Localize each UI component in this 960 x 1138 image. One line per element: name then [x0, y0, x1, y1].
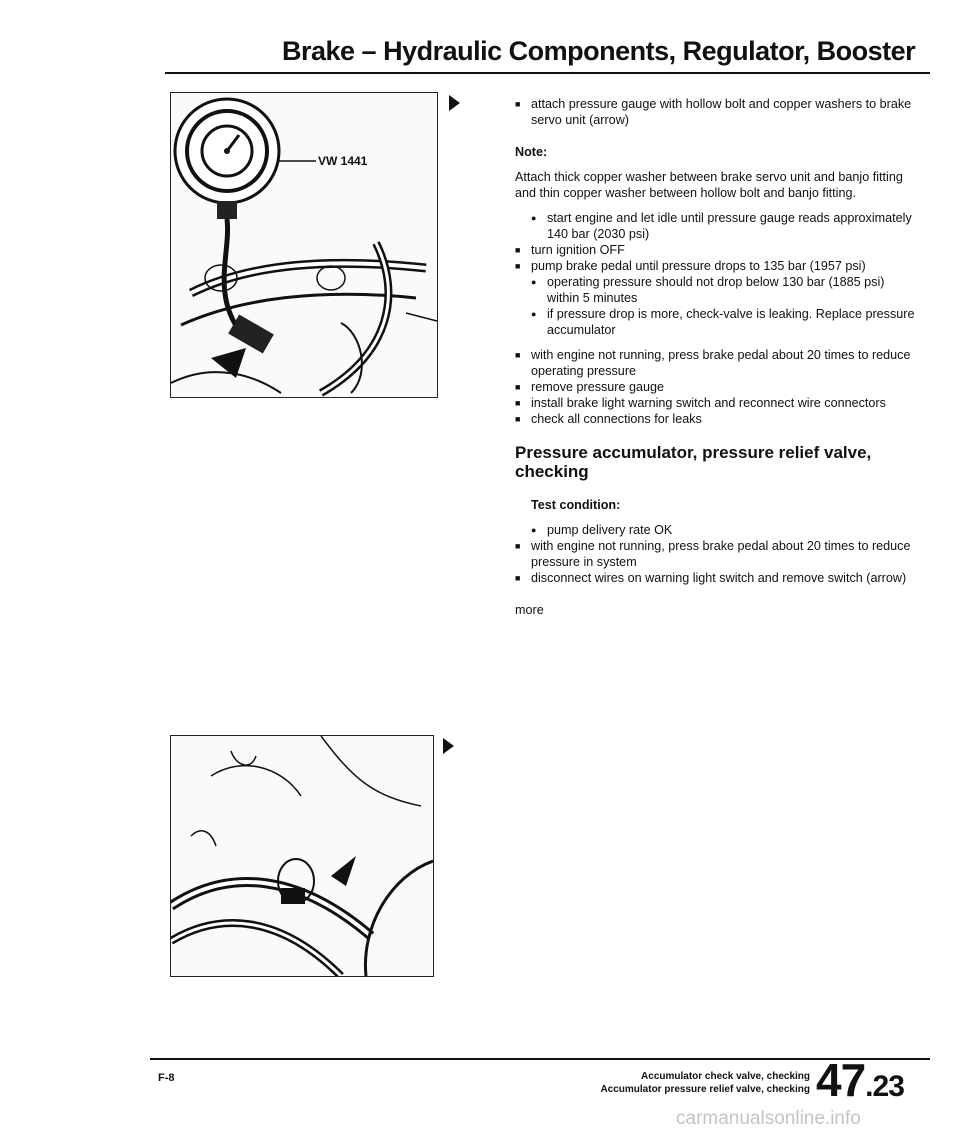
figure-label-tool: VW 1441 — [318, 154, 368, 168]
figure-pointer-arrow-icon — [449, 95, 460, 111]
section-heading: Pressure accumulator, pressure relief valve, checking — [515, 443, 872, 481]
note-text: Attach thick copper washer between brake servo unit and banjo fitting and thin copper washer between hollow bolt and banjo fitting. — [515, 170, 903, 200]
step-ignition-off: ■ turn ignition OFF — [515, 242, 915, 258]
pressure-gauge-illustration — [171, 93, 437, 397]
footer-section-code: F-8 — [158, 1072, 175, 1084]
note-label: Note: — [515, 145, 548, 159]
substep-operating-pressure: ● operating pressure should not drop below 130 bar (1885 psi) within 5 minutes — [515, 274, 915, 306]
footer-index-line: Accumulator check valve, checking — [641, 1071, 810, 1082]
continued-label: more — [515, 603, 544, 617]
test-condition-label: Test condition: — [531, 498, 621, 512]
step-check-leaks: ■ check all connections for leaks — [515, 411, 915, 427]
page-number — [816, 1053, 904, 1107]
footer-rule — [150, 1058, 930, 1060]
substep-check-valve: ● if pressure drop is more, check-valve is leaking. Replace pressure accumulator — [515, 306, 915, 338]
step-disconnect-switch: ■ disconnect wires on warning light switch and remove switch (arrow) — [515, 570, 915, 586]
step-pump-pedal: ■ pump brake pedal until pressure drops to 135 bar (1957 psi) — [515, 258, 915, 274]
figure-warning-switch — [170, 735, 434, 977]
footer-index-line: Accumulator pressure relief valve, checking — [600, 1084, 810, 1095]
warning-switch-illustration — [171, 736, 433, 976]
procedure-text — [515, 96, 915, 618]
substep-start-engine: ● start engine and let idle until pressure gauge reads approximately 140 bar (2030 psi) — [515, 210, 915, 242]
watermark: carmanualsonline.info — [676, 1108, 861, 1129]
substep-pump-delivery: ● pump delivery rate OK — [515, 522, 915, 538]
page-title: Brake – Hydraulic Components, Regulator, Booster — [282, 36, 916, 66]
header-rule — [165, 72, 930, 74]
figure-pointer-arrow-icon — [443, 738, 454, 754]
step-install-switch: ■ install brake light warning switch and reconnect wire connectors — [515, 395, 915, 411]
step-reduce-pressure: ■ with engine not running, press brake pedal about 20 times to reduce operating pressure — [515, 347, 915, 379]
page-number-major: 47 — [816, 1054, 866, 1106]
figure-pressure-gauge — [170, 92, 438, 398]
step-attach-gauge: ■ attach pressure gauge with hollow bolt and copper washers to brake servo unit (arrow) — [515, 96, 915, 128]
step-remove-gauge: ■ remove pressure gauge — [515, 379, 915, 395]
step-reduce-system-pressure: ■ with engine not running, press brake pedal about 20 times to reduce pressure in system — [515, 538, 915, 570]
page-number-minor: .23 — [865, 1070, 904, 1103]
footer-index — [540, 1070, 810, 1096]
